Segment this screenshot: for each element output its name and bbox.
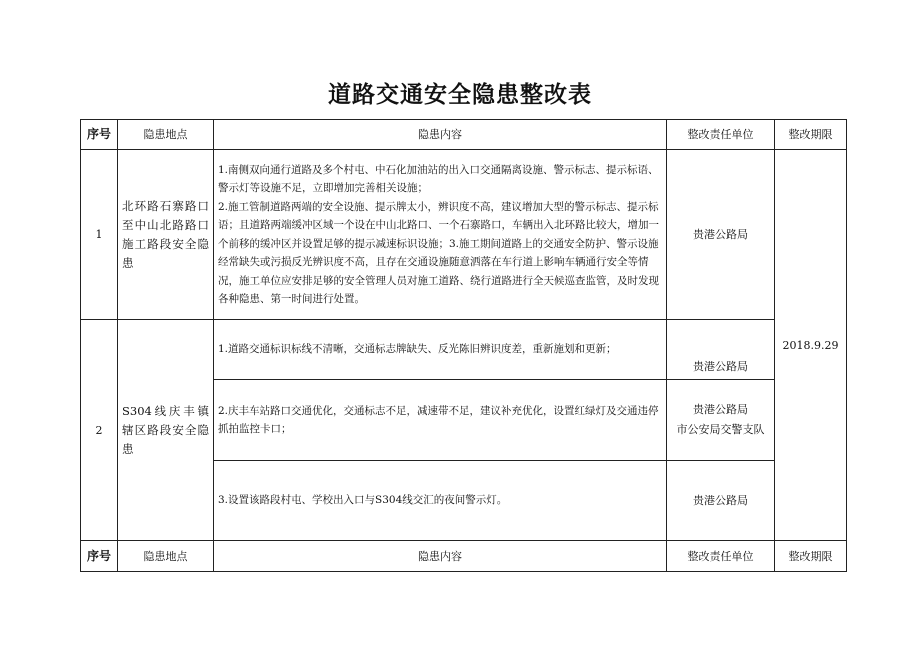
row2-seq: 2 <box>95 423 103 437</box>
row1-unit: 贵港公路局 <box>693 227 748 241</box>
table-border-bottom <box>80 571 847 572</box>
row2-item1-text: 1.道路交通标识标线不清晰，交通标志牌缺失、反光陈旧辨识度差，重新施划和更新； <box>218 343 617 356</box>
row2-item3-unit: 贵港公路局 <box>693 493 748 507</box>
footer-seq: 序号 <box>86 548 111 563</box>
header-seq: 序号 <box>86 127 111 141</box>
row2-location <box>118 320 213 540</box>
row1-location-text: 北环路石寨路口至中山北路路口施工路段安全隐患 <box>122 198 209 270</box>
row2-location-text: S304线庆丰镇辖区路段安全隐患 <box>122 403 209 456</box>
row2-item1-unit: 贵港公路局 <box>693 360 748 373</box>
row2-item3-content <box>214 461 666 540</box>
hazard-table <box>80 119 847 572</box>
row2-item2-content <box>214 380 666 460</box>
footer-location: 隐患地点 <box>143 549 188 563</box>
row2-item2-text: 2.庆丰车站路口交通优化，交通标志不足，减速带不足，建议补充优化，设置红绿灯及交通违停抓拍监控卡口； <box>218 404 659 435</box>
header-content: 隐患内容 <box>418 128 462 141</box>
row1-content <box>214 150 666 319</box>
deadline-cell: 2018.9.29 <box>782 338 839 352</box>
row1-content-text: 1.南侧双向通行道路及多个村屯、中石化加油站的出入口交通隔离设施、警示标志、提示标语、警示灯等设施不足，立即增加完善相关设施； 2.施工管制道路两端的安全设施、提示牌太小，辨识度不高，建议增加大型的警示标志、提示标语；且道路两端缓冲区域一个设在中山北路口、一个石寨路口，车辆出入北环路比较大，增加一个前移的缓冲区并设置足够的提示减速标识设施；3.施工期间道路上的交通安全防护、警示设施经常缺失或污损反光辨识度不高，且存在交通设施随意洒落在车行道上影响车辆通行安全等情况，施工单位应安排足够的安全管理人员对施工道路、绕行道路进行全天候巡查监管，及时发现各种隐患、第一时间进行处置。 <box>218 163 659 305</box>
row1-location <box>118 150 213 319</box>
page-title: 道路交通安全隐患整改表 <box>328 82 592 108</box>
footer-deadline: 整改期限 <box>788 549 833 563</box>
table-border-right <box>846 119 847 572</box>
header-location: 隐患地点 <box>143 128 188 141</box>
row2-item2-unit: 贵港公路局 市公安局交警支队 <box>676 403 765 436</box>
header-deadline: 整改期限 <box>788 128 833 141</box>
row1-seq: 1 <box>95 228 103 241</box>
footer-unit: 整改责任单位 <box>687 549 754 563</box>
row2-item1-content <box>214 320 666 379</box>
header-unit: 整改责任单位 <box>687 128 754 141</box>
footer-content: 隐患内容 <box>418 549 462 563</box>
row2-item3-text: 3.设置该路段村屯、学校出入口与S304线交汇的夜间警示灯。 <box>218 494 508 507</box>
